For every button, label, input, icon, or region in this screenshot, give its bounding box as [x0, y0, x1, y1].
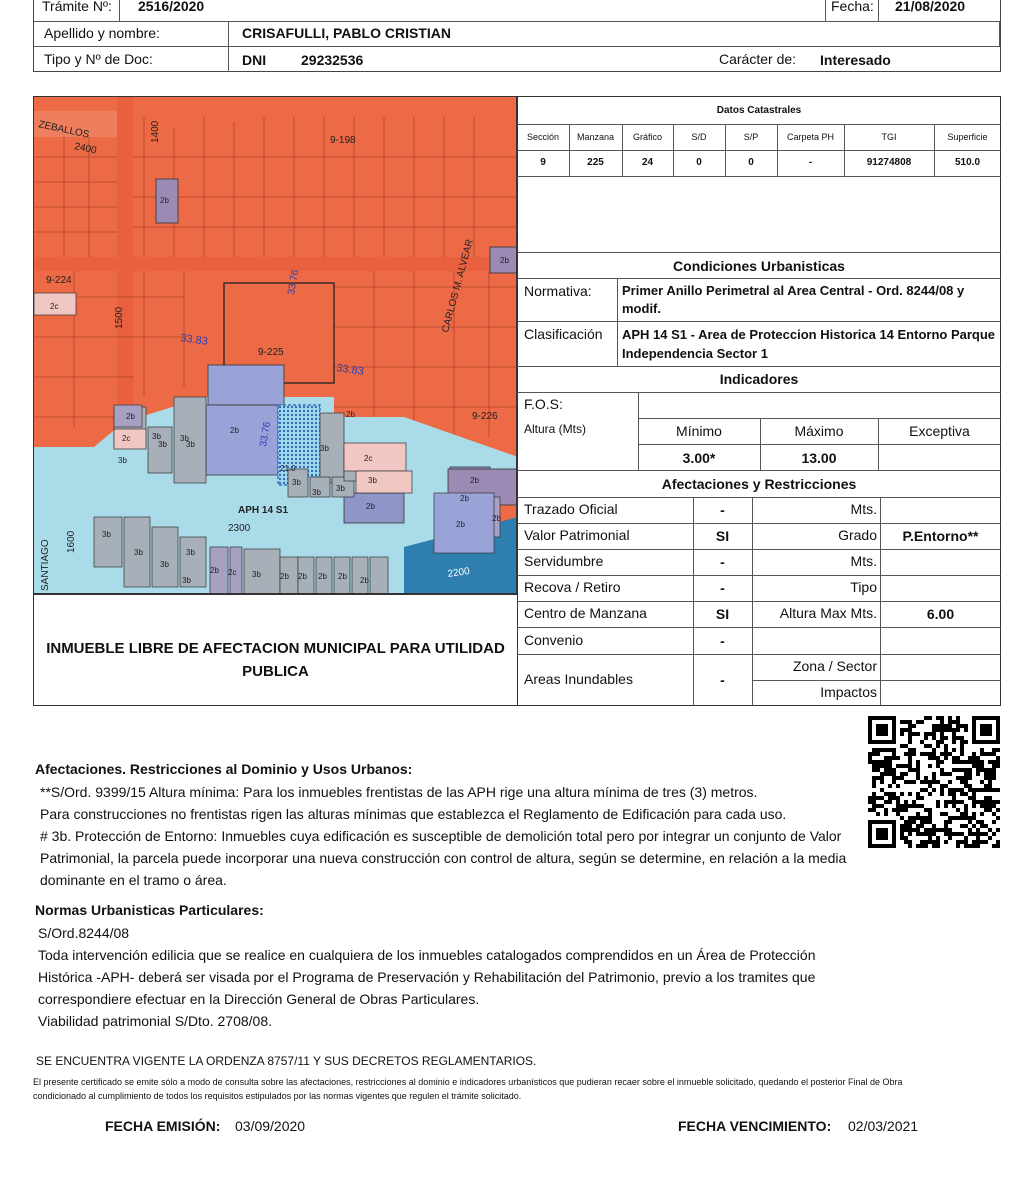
- map-code: 3b: [336, 484, 345, 493]
- disclaimer-line: condicionado al cumplimiento de todos los requisitos estipulados por las normas vigentes que regulen el trámite solicitado.: [33, 1091, 522, 1101]
- afect-row-right-label: Mts.: [850, 553, 877, 569]
- catastro-header: S/D: [691, 132, 707, 142]
- map-block-label: 9-226: [472, 411, 498, 422]
- map-dimension: 33.83: [335, 362, 365, 378]
- map-code: 2b: [360, 576, 369, 585]
- divider: [517, 654, 1001, 655]
- map-code: 2b: [492, 514, 501, 523]
- minimo-value: 3.00*: [682, 450, 716, 466]
- divider: [878, 0, 879, 21]
- map-code: 3b: [252, 570, 261, 579]
- map-code: 2b: [346, 410, 355, 419]
- divider: [517, 321, 1001, 322]
- indicadores-title: Indicadores: [719, 371, 799, 387]
- afect-row-value: SI: [715, 606, 730, 622]
- clasificacion-label: Clasificación: [524, 326, 603, 342]
- afect-row-value: -: [720, 633, 725, 649]
- emision-label: FECHA EMISIÓN:: [105, 1118, 221, 1134]
- vencimiento-label: FECHA VENCIMIENTO:: [678, 1118, 832, 1134]
- tramite-label: Trámite Nº:: [42, 0, 112, 14]
- fecha-label: Fecha:: [831, 0, 874, 14]
- note-line: **S/Ord. 9399/15 Altura mínima: Para los inmuebles frentistas de las APH rige una altura mínima de tres (3) metros.: [40, 784, 758, 800]
- map-code: 2b: [338, 572, 347, 581]
- map-dimension: 33.76: [286, 268, 302, 296]
- afect-row-label: Recova / Retiro: [524, 579, 621, 595]
- map-code: 2b: [210, 566, 219, 575]
- map-code: 2b: [456, 520, 465, 529]
- divider: [517, 470, 1001, 471]
- catastro-value: 225: [587, 157, 604, 168]
- afect-row-right-label: Grado: [838, 527, 877, 543]
- disclaimer-line: El presente certificado se emite sólo a modo de consulta sobre las afectaciones, restricciones al dominio e indicadores urbanísticos que pudieran recaer sobre el inmueble solicitado, quedando el posterior Final de Obra: [33, 1077, 903, 1087]
- afect-row-right-value: 6.00: [926, 606, 955, 622]
- map-zone-label: APH 14 S1: [238, 505, 289, 516]
- map-code: 3b: [182, 576, 191, 585]
- map-code: 3b: [186, 440, 195, 449]
- map-street-number: 2200: [446, 565, 471, 580]
- map-code: 2b: [500, 256, 509, 265]
- maximo-value: 13.00: [801, 450, 837, 466]
- map-street: [34, 257, 517, 271]
- map-code: 2b: [126, 412, 135, 421]
- map-street-number: 1400: [150, 120, 161, 143]
- cadastral-map[interactable]: [33, 96, 517, 594]
- afect-row-value: -: [720, 502, 725, 518]
- note-line: # 3b. Protección de Entorno: Inmuebles cuya edificación es susceptible de demolición total pero por integrar un conjunto de Valor: [40, 828, 842, 844]
- map-code: 3b: [118, 456, 127, 465]
- map-code: 3b: [368, 476, 377, 485]
- map-code: 2b: [160, 196, 169, 205]
- map-code: 3b: [134, 548, 143, 557]
- divider: [517, 601, 1001, 602]
- catastro-header: TGI: [881, 132, 897, 142]
- catastro-value: 510.0: [954, 157, 981, 168]
- map-code: 3b: [320, 444, 329, 453]
- divider: [517, 150, 1001, 151]
- divider: [617, 278, 618, 366]
- normas-title: Normas Urbanisticas Particulares:: [35, 902, 264, 918]
- qr-code: [868, 716, 1000, 848]
- maximo-label: Máximo: [794, 423, 844, 439]
- map-street-label: SANTIAGO: [40, 539, 51, 591]
- map-street-label: ZEBALLOS: [37, 119, 91, 141]
- tramite-value: 2516/2020: [138, 0, 205, 14]
- catastro-header: Gráfico: [632, 132, 662, 142]
- divider: [517, 124, 1001, 125]
- divider: [517, 366, 1001, 367]
- map-street-number: 1600: [66, 530, 77, 553]
- map-code: 2c: [364, 454, 373, 463]
- map-code: 3b: [186, 548, 195, 557]
- divider: [752, 680, 1001, 681]
- map-code: 2c: [228, 568, 237, 577]
- apellido-value: CRISAFULLI, PABLO CRISTIAN: [242, 25, 451, 41]
- vencimiento-value: 02/03/2021: [848, 1118, 919, 1134]
- divider: [228, 21, 229, 72]
- map-block-label: 9-198: [330, 135, 356, 146]
- afect-row-right-label: Mts.: [850, 501, 877, 517]
- areas-label: Areas Inundables: [524, 671, 633, 687]
- catastro-title: Datos Catastrales: [716, 105, 802, 116]
- catastro-value: 9: [540, 157, 546, 168]
- divider: [517, 392, 1001, 393]
- afect-row-label: Valor Patrimonial: [524, 527, 630, 543]
- apellido-label: Apellido y nombre:: [44, 25, 160, 41]
- divider: [517, 549, 1001, 550]
- divider: [638, 444, 1001, 445]
- note-line: correspondiere efectuar en la Dirección General de Obras Particulares.: [38, 991, 480, 1007]
- afectaciones-title: Afectaciones y Restricciones: [661, 476, 857, 492]
- divider: [517, 575, 1001, 576]
- zona-label: Zona / Sector: [792, 658, 877, 674]
- divider: [825, 0, 826, 21]
- disclaimer: [33, 1075, 1008, 1103]
- altura-label: Altura (Mts): [524, 422, 587, 436]
- divider: [33, 46, 1001, 47]
- doc-number: 29232536: [301, 52, 364, 68]
- note-line: Histórica -APH- deberá ser visada por el Programa de Preservación y Rehabilitación del Patrimonio, previo a los tramites que: [38, 969, 816, 985]
- map-code: 2b: [460, 494, 469, 503]
- catastro-value: 91274808: [866, 157, 912, 168]
- qr-code-icon: [868, 716, 1000, 848]
- map-code: 2b: [230, 426, 239, 435]
- map-parcel: [208, 365, 284, 405]
- divider: [517, 278, 1001, 279]
- map-street-number: 2400: [73, 141, 98, 157]
- map-dimension: 33.76: [258, 420, 274, 448]
- catastro-value: 0: [748, 157, 754, 168]
- catastro-header: Sección: [526, 132, 560, 142]
- afect-row-right-value: P.Entorno**: [902, 528, 979, 544]
- catastro-header: Superficie: [947, 132, 988, 142]
- emision-value: 03/09/2020: [235, 1118, 306, 1134]
- note-line: S/Ord.8244/08: [38, 925, 130, 941]
- divider: [999, 21, 1000, 46]
- map-code: 3b: [102, 530, 111, 539]
- divider: [33, 21, 1001, 22]
- map-code: 2b: [470, 476, 479, 485]
- notice-box: [33, 594, 518, 706]
- map-block-label: 9-225: [258, 347, 284, 358]
- divider: [517, 497, 1001, 498]
- afect-row-value: SI: [715, 528, 730, 544]
- afect-notes: [40, 781, 870, 891]
- divider: [517, 627, 1001, 628]
- condiciones-title: Condiciones Urbanisticas: [673, 258, 845, 274]
- doc-label: Tipo y Nº de Doc:: [44, 51, 153, 67]
- afect-row-right-label: Altura Max Mts.: [779, 605, 877, 621]
- normas-notes: [38, 922, 868, 1032]
- note-line: Toda intervención edilicia que se realice en cualquiera de los inmuebles catalogados comprendidos en un Área de Protección: [38, 947, 816, 963]
- excepcional-label: Exceptiva: [909, 423, 970, 439]
- map-code: 3b: [180, 434, 189, 443]
- map-code: 2b: [298, 572, 307, 581]
- catastro-value: -: [808, 157, 813, 168]
- afect-row-label: Centro de Manzana: [524, 605, 647, 621]
- note-line: Patrimonial, la parcela puede incorporar una nueva construcción con control de altura, según se determine, en relación a la media: [40, 850, 847, 866]
- caracter-value: Interesado: [820, 52, 891, 68]
- map-code: 3b: [312, 488, 321, 497]
- map-code: 2c: [50, 302, 59, 311]
- map-code: 2b: [318, 572, 327, 581]
- afect-row-label: Convenio: [524, 632, 584, 648]
- map-code: 3b: [292, 478, 301, 487]
- divider: [638, 418, 1001, 419]
- catastro-value: 0: [696, 157, 702, 168]
- map-street-number: 1500: [114, 306, 125, 329]
- map-code: 21.0: [280, 464, 296, 473]
- divider: [517, 176, 1001, 177]
- map-code: 3b: [152, 432, 161, 441]
- map-code: 3b: [160, 560, 169, 569]
- clasificacion-value: APH 14 S1 - Area de Proteccion Historica 14 Entorno Parque Independencia Sector 1: [622, 327, 996, 361]
- afect-row-label: Trazado Oficial: [524, 501, 618, 517]
- map-street-number: 2300: [228, 523, 251, 534]
- catastro-value: 24: [641, 157, 654, 168]
- divider: [517, 252, 1001, 253]
- map-code: 2b: [280, 572, 289, 581]
- caracter-label: Carácter de:: [719, 51, 797, 67]
- divider: [119, 0, 120, 21]
- areas-value: -: [720, 672, 725, 688]
- catastro-header: S/P: [743, 132, 759, 142]
- note-line: Viabilidad patrimonial S/Dto. 2708/08.: [38, 1013, 273, 1029]
- note-line: dominante en el tramo o área.: [40, 872, 227, 888]
- map-dimension: 33.83: [179, 332, 209, 348]
- map-code: 2b: [366, 502, 375, 511]
- fecha-value: 21/08/2020: [895, 0, 966, 14]
- catastro-header: Manzana: [576, 132, 615, 142]
- minimo-label: Mínimo: [676, 423, 722, 439]
- doc-type: DNI: [242, 52, 267, 68]
- map-code: 2c: [122, 434, 131, 443]
- afect-row-value: -: [720, 554, 725, 570]
- map-street-label: CARLOS M. ALVEAR: [440, 238, 476, 334]
- inmueble-notice: INMUEBLE LIBRE DE AFECTACION MUNICIPAL PARA UTILIDAD PUBLICA: [46, 640, 505, 680]
- normativa-label: Normativa:: [524, 283, 592, 299]
- fos-label: F.O.S:: [524, 396, 563, 412]
- afect-row-label: Servidumbre: [524, 553, 604, 569]
- impactos-label: Impactos: [820, 684, 877, 700]
- afect-row-right-label: Tipo: [850, 579, 877, 595]
- map-block-label: 9-224: [46, 275, 72, 286]
- map-code: 3b: [158, 440, 167, 449]
- divider: [517, 523, 1001, 524]
- catastro-header: Carpeta PH: [786, 132, 835, 142]
- map-svg: [34, 97, 517, 594]
- vigente-notice: SE ENCUENTRA VIGENTE LA ORDENZA 8757/11 Y SUS DECRETOS REGLAMENTARIOS.: [36, 1054, 537, 1068]
- note-line: Para construcciones no frentistas rigen las alturas mínimas que establezca el Reglamento de Edificación para cada uso.: [40, 806, 787, 822]
- afect-notes-title: Afectaciones. Restricciones al Dominio y Usos Urbanos:: [35, 761, 413, 777]
- afect-row-value: -: [720, 580, 725, 596]
- normativa-value: Primer Anillo Perimetral al Area Central - Ord. 8244/08 y modif.: [622, 283, 965, 316]
